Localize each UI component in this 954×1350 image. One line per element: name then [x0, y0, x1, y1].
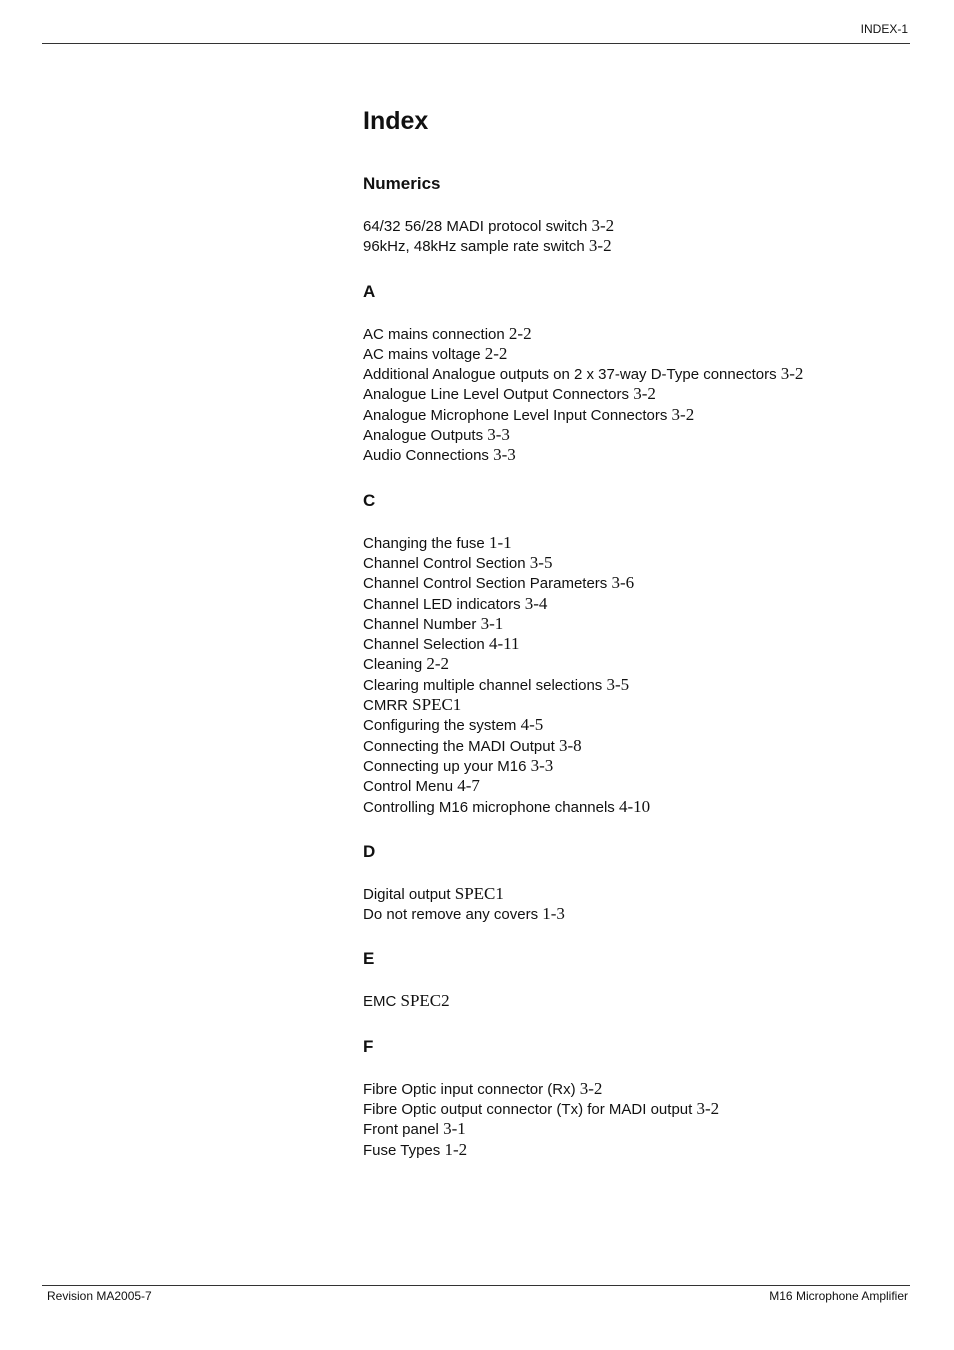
index-content	[363, 104, 903, 1184]
index-entry	[363, 594, 903, 614]
index-term: Analogue Outputs	[363, 427, 484, 445]
index-section	[363, 173, 903, 257]
index-term: Do not remove any covers	[363, 906, 539, 924]
index-term: Channel Control Section	[363, 554, 526, 572]
index-term: Fuse Types	[363, 1141, 441, 1159]
index-term: Channel LED indicators	[363, 595, 521, 613]
index-entry	[363, 1140, 903, 1160]
index-term: Fibre Optic output connector (Tx) for MADI output	[363, 1101, 693, 1119]
index-term: Digital output	[363, 885, 451, 903]
index-entry	[363, 445, 903, 465]
index-entry	[363, 736, 903, 756]
page-reference-link[interactable]: 3-3	[487, 425, 510, 445]
index-term: Channel Number	[363, 615, 477, 633]
index-entry	[363, 654, 903, 674]
page-reference-link[interactable]: 3-1	[480, 613, 504, 633]
page-reference-link[interactable]: 1-2	[444, 1139, 468, 1159]
index-term: Analogue Line Level Output Connectors	[363, 386, 630, 404]
index-entry	[363, 405, 903, 425]
page-reference-link[interactable]: 3-2	[671, 404, 695, 424]
index-sections	[363, 173, 903, 1160]
index-term: Connecting up your M16	[363, 757, 527, 775]
section-heading: E	[363, 949, 375, 969]
index-entry	[363, 991, 903, 1011]
page-reference-link[interactable]: 4-11	[488, 634, 520, 654]
index-term: Audio Connections	[363, 447, 489, 465]
index-section	[363, 490, 903, 817]
page-reference-link[interactable]: SPEC1	[454, 883, 504, 903]
index-entry	[363, 797, 903, 817]
index-section	[363, 841, 903, 925]
page-reference-link[interactable]: 3-2	[588, 236, 612, 256]
footer-revision: Revision MA2005-7	[47, 1289, 152, 1303]
page-reference-link[interactable]: 2-2	[426, 654, 450, 674]
index-section	[363, 948, 903, 1011]
index-entry	[363, 573, 903, 593]
page-reference-link[interactable]: 1-3	[542, 904, 565, 924]
index-section	[363, 1036, 903, 1160]
index-entry	[363, 715, 903, 735]
index-entry	[363, 1079, 903, 1099]
index-term: Channel Control Section Parameters	[363, 575, 608, 593]
index-entry	[363, 756, 903, 776]
page-reference-link[interactable]: 3-5	[606, 674, 630, 694]
index-entry	[363, 695, 903, 715]
footer-product-name: M16 Microphone Amplifier	[769, 1289, 908, 1303]
index-entry	[363, 884, 903, 904]
page-reference-link[interactable]: 3-8	[558, 735, 582, 755]
index-entry	[363, 216, 903, 236]
page-reference-link[interactable]: 3-5	[529, 552, 553, 572]
index-entry	[363, 324, 903, 344]
page-reference-link[interactable]: SPEC2	[400, 991, 450, 1011]
running-header: INDEX-1	[860, 22, 908, 36]
section-heading: F	[363, 1036, 374, 1056]
index-entry	[363, 634, 903, 654]
index-entry	[363, 614, 903, 634]
footer-rule	[42, 1285, 910, 1286]
index-entry	[363, 425, 903, 445]
page-reference-link[interactable]: 3-3	[493, 445, 516, 465]
index-term: Front panel	[363, 1121, 439, 1139]
index-term: Fibre Optic input connector (Rx)	[363, 1080, 576, 1098]
index-term: 64/32 56/28 MADI protocol switch	[363, 218, 588, 235]
index-entry	[363, 1119, 903, 1139]
index-term: CMRR	[363, 697, 408, 715]
section-heading: Numerics	[363, 174, 441, 193]
index-term: AC mains connection	[363, 325, 505, 343]
index-term: AC mains voltage	[363, 345, 481, 363]
page-title: Index	[363, 107, 429, 135]
header-rule	[42, 43, 910, 44]
page-reference-link[interactable]: 4-10	[618, 796, 651, 816]
index-entry	[363, 675, 903, 695]
index-term: Cleaning	[363, 656, 423, 674]
index-entry	[363, 364, 903, 384]
page-reference-link[interactable]: 3-2	[696, 1099, 720, 1119]
page-reference-link[interactable]: SPEC1	[412, 695, 462, 715]
index-term: Changing the fuse	[363, 534, 485, 552]
page-reference-link[interactable]: 3-2	[780, 364, 804, 384]
section-heading: D	[363, 841, 376, 861]
page-reference-link[interactable]: 3-6	[611, 573, 635, 593]
page-reference-link[interactable]: 4-7	[457, 776, 480, 796]
index-term: EMC	[363, 993, 397, 1011]
index-term: Controlling M16 microphone channels	[363, 798, 615, 816]
page-reference-link[interactable]: 3-2	[633, 384, 656, 404]
index-entry	[363, 384, 903, 404]
page-reference-link[interactable]: 4-5	[520, 715, 544, 735]
index-entry	[363, 236, 903, 256]
index-entry	[363, 553, 903, 573]
index-term: 96kHz, 48kHz sample rate switch	[363, 238, 585, 256]
page-reference-link[interactable]: 3-2	[579, 1078, 603, 1098]
page-reference-link[interactable]: 3-4	[524, 593, 548, 613]
section-heading: C	[363, 490, 376, 510]
page-reference-link[interactable]: 3-3	[530, 755, 554, 775]
index-term: Configuring the system	[363, 717, 517, 735]
index-section	[363, 281, 903, 466]
index-term: Additional Analogue outputs on 2 x 37-way D-Type connectors	[363, 366, 777, 384]
page-reference-link[interactable]: 2-2	[508, 323, 532, 343]
index-term: Clearing multiple channel selections	[363, 676, 603, 694]
page-reference-link[interactable]: 3-2	[591, 216, 615, 235]
index-entry	[363, 1099, 903, 1119]
index-entry	[363, 344, 903, 364]
index-term: Analogue Microphone Level Input Connectors	[363, 406, 668, 424]
index-term: Channel Selection	[363, 636, 485, 654]
index-entry	[363, 533, 903, 553]
page-reference-link[interactable]: 1-1	[488, 532, 512, 552]
index-term: Connecting the MADI Output	[363, 737, 555, 755]
index-term: Control Menu	[363, 778, 454, 796]
page-reference-link[interactable]: 3-1	[443, 1119, 466, 1139]
index-entry	[363, 776, 903, 796]
section-heading: A	[363, 281, 376, 301]
page-reference-link[interactable]: 2-2	[484, 343, 508, 363]
index-entry	[363, 904, 903, 924]
